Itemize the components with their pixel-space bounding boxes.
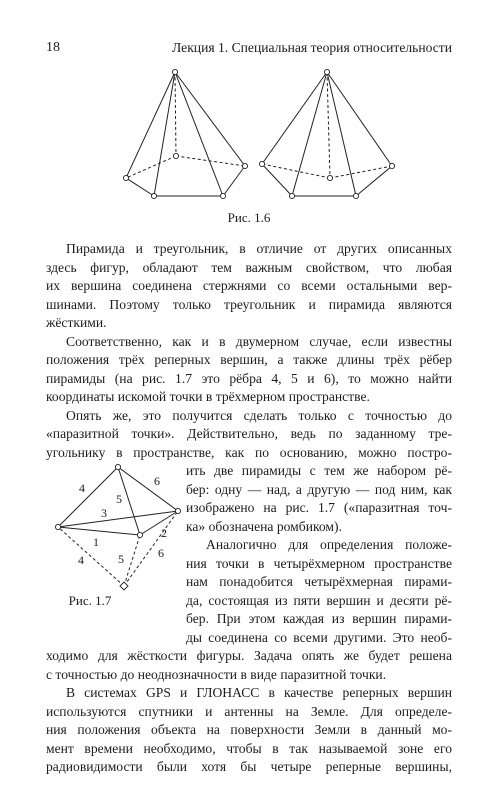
edge-label: 5 xyxy=(116,492,122,506)
text-line: с точностью до неоднозначности в виде паразитной точки. xyxy=(46,666,387,682)
base-edge xyxy=(58,527,140,535)
vertex xyxy=(289,193,294,198)
pyramid-edge xyxy=(223,166,245,196)
pyramid-edge xyxy=(356,166,392,196)
vertex xyxy=(172,69,177,74)
text-line: Аналогично для определения положе- xyxy=(206,537,452,552)
text-line: здесь фигур, обладают тем важным свойством, что любая xyxy=(46,259,452,275)
hidden-edge xyxy=(262,164,330,178)
text-line: Опять же, это получится сделать только с точностью до xyxy=(66,407,452,423)
pyramid-edge xyxy=(175,72,223,196)
vertex xyxy=(115,464,120,469)
text-line: ить две пирамиды с тем же набором рё- xyxy=(186,463,452,478)
upper-edge xyxy=(58,467,118,527)
pyramid-edge xyxy=(126,178,154,196)
figure-1-6-right-pyramid xyxy=(259,69,394,198)
lower-edge xyxy=(124,511,178,586)
text-line: ния положения объекта на поверхности Земли в данный мо- xyxy=(46,722,452,737)
text-line: мент времени необходимо, чтобы в так называемой зоне его xyxy=(46,740,452,756)
edge-label: 4 xyxy=(78,553,84,567)
text-line: угольнику в пространстве, как по основанию, можно постро- xyxy=(46,444,452,460)
text-line: пирамиды (на рис. 1.7 это рёбра 4, 5 и 6), то можно найти xyxy=(46,370,452,386)
text-line: ды соединена со всеми другими. Это необ- xyxy=(186,629,452,645)
edge-label: 4 xyxy=(79,481,85,495)
vertex xyxy=(55,524,60,529)
vertex xyxy=(173,153,178,158)
text-line: жёсткими. xyxy=(46,315,107,330)
text-line: изображено на рис. 1.7 («паразитная точ- xyxy=(186,500,452,515)
vertex xyxy=(259,161,264,166)
figure-1-7-caption: Рис. 1.7 xyxy=(68,592,112,608)
hidden-edge xyxy=(175,72,176,156)
vertex xyxy=(151,193,156,198)
vertex xyxy=(327,175,332,180)
edge-label: 6 xyxy=(158,546,164,560)
lower-edge xyxy=(124,535,140,586)
text-line: нам понадобится четырёхмерная пирами- xyxy=(186,574,452,589)
figure-1-6-caption: Рис. 1.6 xyxy=(227,210,271,225)
pyramid-edge xyxy=(262,164,292,196)
text-line: ка» обозначена ромбиком). xyxy=(186,518,342,534)
hidden-edge xyxy=(330,166,392,178)
text-line: бер: одну — над, а другую — под ним, как xyxy=(186,481,452,497)
text-line: ходимо для жёсткости фигуры. Задача опять же будет решена xyxy=(46,648,452,663)
figure-1-7 xyxy=(55,464,180,590)
text-line: радиовидимости были хотя бы четыре реперные вершины, xyxy=(46,759,452,774)
lower-edge xyxy=(58,527,124,586)
upper-edge xyxy=(118,467,178,511)
edge-label: 5 xyxy=(118,552,124,566)
text-line: Соответственно, как и в двумерном случае, если известны xyxy=(66,333,452,349)
text-line: Пирамида и треугольник, в отличие от других описанных xyxy=(66,241,452,256)
edge-label: 3 xyxy=(101,506,107,520)
vertex xyxy=(175,508,180,513)
text-line: их вершина соединена стержнями со всеми остальными вер- xyxy=(46,278,452,293)
text-line: положения трёх реперных вершин, а также длины трёх рёбер xyxy=(46,352,452,367)
page-number: 18 xyxy=(46,40,60,55)
text-line: ния точки в четырёхмерном пространстве xyxy=(186,555,452,571)
vertex xyxy=(242,163,247,168)
vertex xyxy=(389,163,394,168)
edge-label: 1 xyxy=(93,535,99,549)
edge-label: 6 xyxy=(154,474,160,488)
pyramid-edge xyxy=(327,72,392,166)
base-edge xyxy=(140,511,178,535)
text-line: В системах GPS и ГЛОНАСС в качестве реперных вершин xyxy=(66,685,452,700)
text-line: координаты искомой точки в трёхмерном пространстве. xyxy=(46,389,370,404)
pyramid-edge xyxy=(126,72,175,178)
hidden-edge xyxy=(126,156,176,178)
text-line: да, состоящая из пяти вершин и десяти рё- xyxy=(186,592,452,608)
vertex xyxy=(123,175,128,180)
vertex xyxy=(137,532,142,537)
pyramid-edge xyxy=(292,72,327,196)
pyramid-edge xyxy=(175,72,245,166)
pyramid-edge xyxy=(262,72,327,164)
vertex xyxy=(353,193,358,198)
text-line: бер. При этом каждая из вершин пирами- xyxy=(186,611,452,626)
vertex xyxy=(324,69,329,74)
running-title: Лекция 1. Специальная теория относительности xyxy=(172,40,452,55)
edge-label: 2 xyxy=(161,526,167,540)
parasitic-point-diamond xyxy=(120,582,128,590)
pyramid-edge xyxy=(154,72,175,196)
figure-1-6-left-pyramid xyxy=(123,69,247,198)
text-line: используются спутники и антенны на Земле. Для определе- xyxy=(46,703,452,719)
vertex xyxy=(220,193,225,198)
base-edge xyxy=(58,511,178,527)
text-line: шинами. Поэтому только треугольник и пирамида являются xyxy=(46,296,452,312)
text-line: «паразитной точки». Действительно, ведь по заданному тре- xyxy=(46,426,452,441)
hidden-edge xyxy=(327,72,330,178)
